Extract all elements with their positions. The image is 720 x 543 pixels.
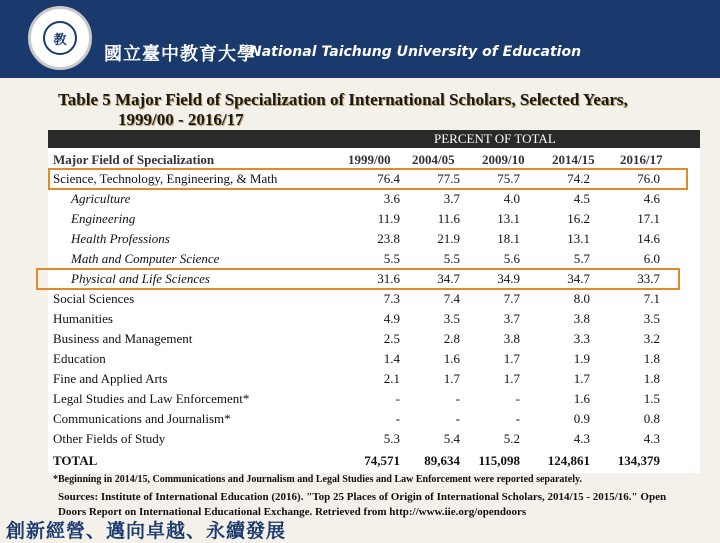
row-label: Physical and Life Sciences xyxy=(71,271,210,286)
table-row xyxy=(53,231,693,251)
total-row xyxy=(53,453,693,473)
table-row xyxy=(53,311,693,331)
row-label: Fine and Applied Arts xyxy=(53,371,168,386)
table-cell: - xyxy=(395,391,400,406)
university-name-en: National Taichung University of Education xyxy=(250,44,582,60)
table-cell: 75.7 xyxy=(497,171,520,186)
table-cell: 33.7 xyxy=(637,271,660,286)
table-cell: 13.1 xyxy=(497,211,520,226)
row-label: Business and Management xyxy=(53,331,193,346)
table-cell: 0.8 xyxy=(643,411,660,426)
column-header-year: 2004/05 xyxy=(412,152,455,167)
table-cell: 1.7 xyxy=(573,371,590,386)
total-label: TOTAL xyxy=(53,453,98,468)
table-row xyxy=(53,411,693,431)
table-cell: 74.2 xyxy=(567,171,590,186)
table-row xyxy=(53,391,693,411)
table-cell: - xyxy=(515,411,520,426)
table-cell: 34.9 xyxy=(497,271,520,286)
table-cell: - xyxy=(455,391,460,406)
table-cell: 1.6 xyxy=(573,391,590,406)
table-cell: 76.4 xyxy=(377,171,400,186)
table-cell: 3.8 xyxy=(503,331,520,346)
title-line-1: Table 5 Major Field of Specialization of International Scholars, Selected Years, xyxy=(58,90,628,109)
table-cell: 1.6 xyxy=(443,351,460,366)
total-cell: 124,861 xyxy=(547,453,590,468)
table-cell: 1.8 xyxy=(643,371,660,386)
table-cell: 21.9 xyxy=(437,231,460,246)
row-label: Social Sciences xyxy=(53,291,135,306)
university-logo xyxy=(28,6,92,70)
row-label: Agriculture xyxy=(71,191,131,206)
table-cell: 5.5 xyxy=(383,251,400,266)
table-cell: 5.7 xyxy=(573,251,590,266)
table-cell: - xyxy=(395,411,400,426)
table-cell: 1.7 xyxy=(443,371,460,386)
column-header-year: 2009/10 xyxy=(482,152,525,167)
table-cell: 7.3 xyxy=(383,291,400,306)
table-title xyxy=(58,90,698,130)
table-cell: 7.4 xyxy=(443,291,460,306)
table-cell: 4.9 xyxy=(383,311,400,326)
table-cell: 1.8 xyxy=(643,351,660,366)
table-cell: 5.5 xyxy=(443,251,460,266)
row-label: Education xyxy=(53,351,106,366)
logo-emblem-icon: 教 xyxy=(53,33,67,48)
table-cell: 7.7 xyxy=(503,291,520,306)
table-cell: 4.3 xyxy=(643,431,660,446)
highlight-physical-life-row xyxy=(36,268,680,290)
column-header-year: 1999/00 xyxy=(348,152,391,167)
row-label: Health Professions xyxy=(71,231,170,246)
table-cell: 5.4 xyxy=(443,431,460,446)
row-label: Other Fields of Study xyxy=(53,431,166,446)
table-cell: 1.7 xyxy=(503,351,520,366)
total-cell: 115,098 xyxy=(478,453,520,468)
table-cell: 1.9 xyxy=(573,351,590,366)
table-cell: 4.5 xyxy=(573,191,590,206)
table-cell: 76.0 xyxy=(637,171,660,186)
table-cell: 14.6 xyxy=(637,231,660,246)
table-cell: 4.3 xyxy=(573,431,590,446)
table-cell: 34.7 xyxy=(567,271,590,286)
row-label: Humanities xyxy=(53,311,113,326)
column-header-year: 2014/15 xyxy=(552,152,595,167)
percent-of-total-label: PERCENT OF TOTAL xyxy=(434,131,556,146)
table-cell: 3.5 xyxy=(443,311,460,326)
table-cell: 3.7 xyxy=(443,191,460,206)
slogan: 創新經營、邁向卓越、永續發展 xyxy=(6,520,287,542)
table-cell: 4.0 xyxy=(503,191,520,206)
table-cell: 1.7 xyxy=(503,371,520,386)
table-cell: 7.1 xyxy=(643,291,660,306)
table-cell: 77.5 xyxy=(437,171,460,186)
row-label: Legal Studies and Law Enforcement* xyxy=(53,391,250,406)
total-cell: 134,379 xyxy=(617,453,660,468)
column-header-field: Major Field of Specialization xyxy=(53,152,215,167)
table-cell: 4.6 xyxy=(643,191,660,206)
table-cell: 11.6 xyxy=(437,211,460,226)
table-cell: 3.6 xyxy=(383,191,400,206)
table-cell: 3.7 xyxy=(503,311,520,326)
footnote: *Beginning in 2014/15, Communications and Journalism and Legal Studies and Law Enforcement were reported separately. xyxy=(53,474,582,485)
table-cell: 23.8 xyxy=(377,231,400,246)
highlight-stem-row xyxy=(48,168,688,190)
row-label: Engineering xyxy=(71,211,136,226)
row-label: Math and Computer Science xyxy=(71,251,220,266)
title-line-2: 1999/00 - 2016/17 xyxy=(118,110,244,129)
table-cell: 6.0 xyxy=(643,251,660,266)
table-cell: 2.1 xyxy=(383,371,400,386)
table-row xyxy=(53,351,693,371)
column-header-year: 2016/17 xyxy=(620,152,663,167)
table-cell: 16.2 xyxy=(567,211,590,226)
table-cell: 13.1 xyxy=(567,231,590,246)
row-label: Science, Technology, Engineering, & Math xyxy=(53,171,278,186)
table-cell: 11.9 xyxy=(377,211,400,226)
total-cell: 74,571 xyxy=(364,453,400,468)
table-cell: 0.9 xyxy=(573,411,590,426)
table-row xyxy=(53,331,693,351)
table-cell: 5.2 xyxy=(503,431,520,446)
table-cell: 3.5 xyxy=(643,311,660,326)
table-cell: 1.4 xyxy=(383,351,400,366)
table-cell: 3.2 xyxy=(643,331,660,346)
table-row xyxy=(53,191,693,211)
table-row xyxy=(53,371,693,391)
row-label: Communications and Journalism* xyxy=(53,411,231,426)
table-cell: - xyxy=(515,391,520,406)
table-cell: 5.3 xyxy=(383,431,400,446)
table-cell: 3.8 xyxy=(573,311,590,326)
table-row xyxy=(53,211,693,231)
table-row xyxy=(53,431,693,451)
table-cell: 3.3 xyxy=(573,331,590,346)
table-cell: 2.5 xyxy=(383,331,400,346)
table-cell: 18.1 xyxy=(497,231,520,246)
table-cell: 8.0 xyxy=(573,291,590,306)
university-name-zh: 國立臺中教育大學 xyxy=(104,44,256,65)
sources-citation: Sources: Institute of International Education (2016). "Top 25 Places of Origin of International Scholars, 2014/15 - 2015/16." Open Doors Report on International Educational Exchange. Retrieved from http://www.iie.org/opendoors xyxy=(58,491,667,518)
total-cell: 89,634 xyxy=(424,453,460,468)
table-cell: 5.6 xyxy=(503,251,520,266)
table-cell: - xyxy=(455,411,460,426)
table-cell: 34.7 xyxy=(437,271,460,286)
table-row xyxy=(53,291,693,311)
header-banner xyxy=(0,0,720,78)
percent-header-bar xyxy=(48,130,700,150)
table-cell: 31.6 xyxy=(377,271,400,286)
table-cell: 1.5 xyxy=(643,391,660,406)
table-cell: 2.8 xyxy=(443,331,460,346)
table-cell: 17.1 xyxy=(637,211,660,226)
